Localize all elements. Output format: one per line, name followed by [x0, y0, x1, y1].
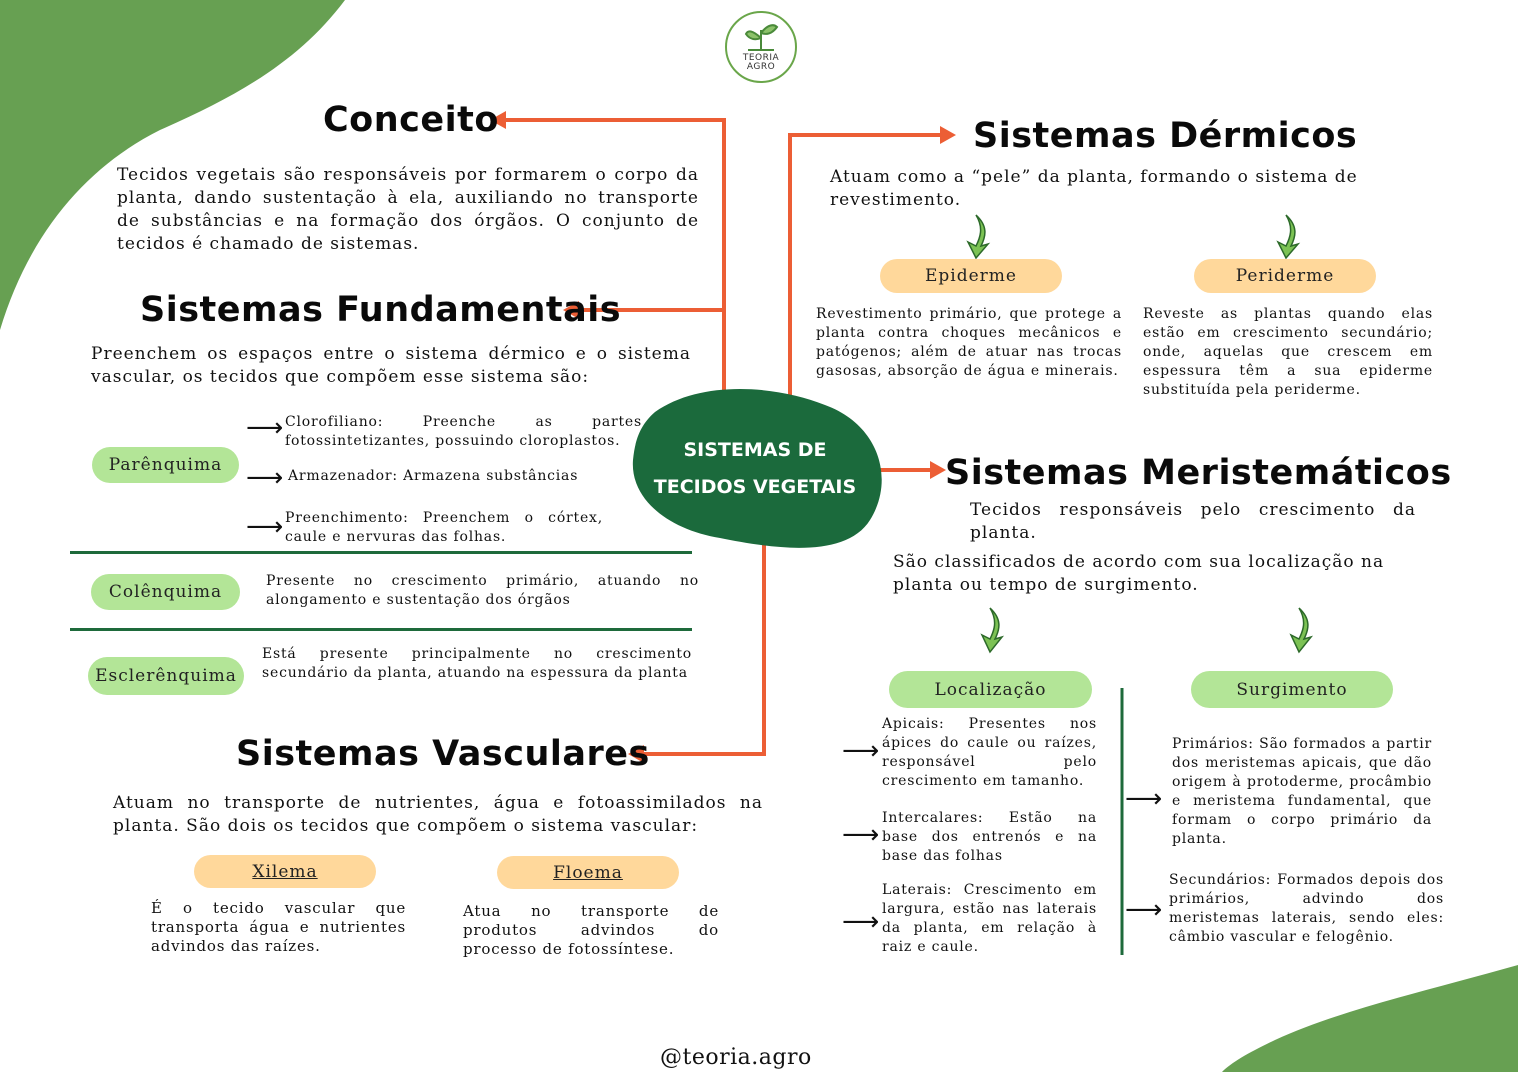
meristematicos-title: Sistemas Meristemáticos: [945, 453, 1452, 493]
arrow-right-icon: ⟶: [842, 820, 880, 850]
footer-handle: @teoria.agro: [660, 1045, 812, 1070]
parenquima-pill: Parênquima: [92, 447, 239, 483]
arrow-right-icon: ⟶: [842, 736, 880, 766]
bottom-right-leaf-shape: [1222, 965, 1518, 1072]
floema-text: Atua no transporte de produtos advindos do processo de fotossíntese.: [463, 902, 719, 958]
surgimento-item-2: Secundários: Formados depois dos primários, advindo dos meristemas laterais, sendo eles: câmbio vascular e felogênio.: [1169, 872, 1444, 945]
arrow-right-icon: ⟶: [1125, 784, 1163, 814]
divider-line: [70, 551, 692, 554]
arrow-right-icon: ⟶: [842, 907, 880, 937]
meristematicos-text1: Tecidos responsáveis pelo crescimento da planta.: [970, 500, 1416, 543]
localizacao-pill: Localização: [889, 671, 1092, 708]
parenquima-item-2: Armazenador: Armazena substâncias: [288, 468, 579, 484]
xilema-text: É o tecido vascular que transporta água e nutrientes advindos das raízes.: [151, 899, 406, 955]
epiderme-pill: Epiderme: [880, 259, 1062, 293]
center-title: [640, 432, 870, 506]
arrow-right-icon: ⟶: [1125, 895, 1163, 925]
localizacao-item-1: Apicais: Presentes nos ápices do caule ou raízes, responsável pelo crescimento em tamanho.: [882, 716, 1097, 789]
arrow-right-icon: ⟶: [246, 463, 284, 493]
colenquima-pill: Colênquima: [91, 574, 240, 610]
fundamentais-text: Preenchem os espaços entre o sistema dérmico e o sistema vascular, os tecidos que compõem esse sistema são:: [91, 344, 691, 387]
meristematicos-text2: São classificados de acordo com sua localização na planta ou tempo de surgimento.: [893, 552, 1385, 595]
esclerenquima-pill: Esclerênquima: [88, 657, 244, 695]
logo-text-line1: TEORIA: [742, 53, 780, 63]
center-title-line1: SISTEMAS DE: [683, 439, 827, 461]
floema-label: Floema: [553, 862, 623, 883]
esclerenquima-text: Está presente principalmente no crescimento secundário da planta, atuando na espessura da planta: [262, 646, 692, 681]
divider-line: [70, 628, 692, 631]
arrow-right-icon: ⟶: [246, 413, 284, 443]
periderme-pill: Periderme: [1194, 259, 1376, 293]
center-title-line2: TECIDOS VEGETAIS: [653, 476, 857, 498]
colenquima-text: Presente no crescimento primário, atuando no alongamento e sustentação dos órgãos: [266, 573, 699, 608]
localizacao-item-3: Laterais: Crescimento em largura, estão nas laterais da planta, em relação à raiz e caule.: [882, 882, 1097, 955]
xilema-pill: [194, 855, 376, 888]
parenquima-item-3: Preenchimento: Preenchem o córtex, caule e nervuras das folhas.: [285, 510, 603, 545]
vasculares-title: Sistemas Vasculares: [236, 734, 650, 774]
localizacao-item-2: Intercalares: Estão na base dos entrenós e na base das folhas: [882, 810, 1097, 864]
epiderme-text: Revestimento primário, que protege a planta contra choques mecânicos e patógenos; além de atuar nas trocas gasosas, absorção de água e minerais.: [816, 306, 1122, 379]
conceito-text: Tecidos vegetais são responsáveis por formarem o corpo da planta, dando sustentação à ela, auxiliando no transporte de substâncias e na formação dos órgãos. O conjunto de tecidos é chamado de sistemas.: [117, 165, 699, 254]
periderme-text: Reveste as plantas quando elas estão em crescimento secundário; onde, aquelas que crescem em espessura têm a sua epiderme substituída pela periderme.: [1143, 306, 1433, 398]
conceito-title: Conceito: [323, 100, 499, 140]
arrow-right-icon: ⟶: [246, 512, 284, 542]
fundamentais-title: Sistemas Fundamentais: [140, 290, 622, 330]
surgimento-pill: Surgimento: [1191, 671, 1393, 708]
floema-pill: [497, 856, 679, 889]
xilema-label: Xilema: [252, 861, 318, 882]
dermicos-title: Sistemas Dérmicos: [973, 116, 1358, 156]
logo: [726, 54, 796, 72]
parenquima-item-1: Clorofiliano: Preenche as partes fotossintetizantes, possuindo cloroplastos.: [285, 414, 642, 449]
dermicos-text: Atuam como a “pele” da planta, formando o sistema de revestimento.: [830, 167, 1358, 210]
surgimento-item-1: Primários: São formados a partir dos meristemas apicais, que dão origem à protoderme, procâmbio e meristema fundamental, que formam o corpo primário da planta.: [1172, 736, 1432, 847]
vasculares-text: Atuam no transporte de nutrientes, água e fotoassimilados na planta. São dois os tecidos que compõem o sistema vascular:: [113, 793, 763, 836]
logo-text-line2: AGRO: [746, 62, 776, 72]
